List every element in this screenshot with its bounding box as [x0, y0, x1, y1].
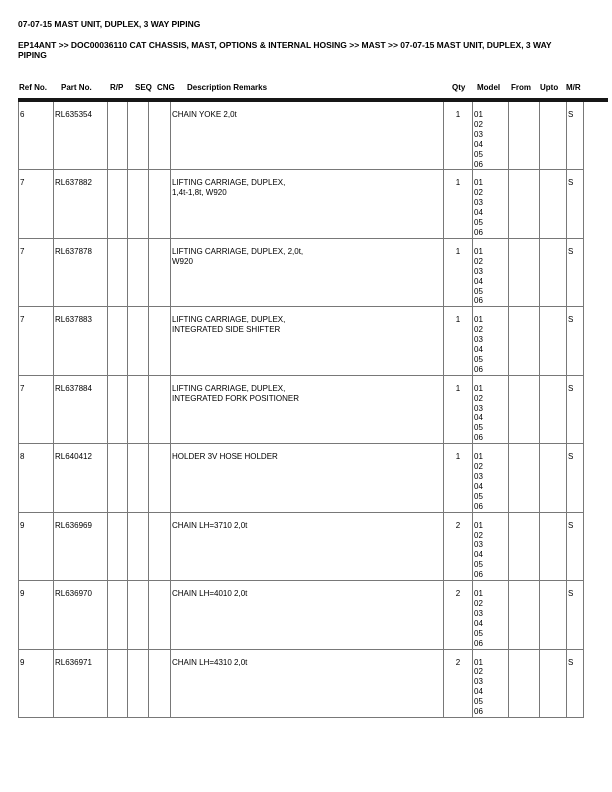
rp-cell	[108, 375, 128, 443]
seq-cell	[128, 375, 149, 443]
models-line: 01	[474, 315, 483, 325]
models-line: 06	[474, 570, 483, 580]
cng-cell	[149, 649, 171, 717]
models-line: 05	[474, 354, 483, 364]
desc-line: HOLDER 3V HOSE HOLDER	[172, 452, 278, 462]
column-header-cng: CNG	[157, 83, 175, 92]
models-line: 06	[474, 707, 483, 717]
models-line: 02	[474, 256, 483, 266]
mr-cell: S	[567, 307, 584, 375]
part-no-cell: RL637878	[54, 238, 108, 306]
models-line: 01	[474, 520, 483, 530]
desc-line: LIFTING CARRIAGE, DUPLEX, 2,0t,	[172, 246, 304, 256]
models-line: 03	[474, 335, 483, 345]
from-cell	[509, 444, 540, 512]
from-cell	[509, 238, 540, 306]
cng-cell	[149, 102, 171, 170]
models-line: 03	[474, 403, 483, 413]
model-cell	[473, 512, 509, 580]
model-cell	[473, 375, 509, 443]
ref-no-cell: 9	[19, 649, 54, 717]
models-line: 04	[474, 139, 483, 149]
models-line: 04	[474, 208, 483, 218]
ref-no-cell: 6	[19, 102, 54, 170]
description-cell	[171, 649, 444, 717]
cng-cell	[149, 581, 171, 649]
desc-line: CHAIN YOKE 2,0t	[172, 110, 237, 119]
cng-cell	[149, 238, 171, 306]
qty-cell: 1	[444, 170, 473, 238]
rp-cell	[108, 307, 128, 375]
from-cell	[509, 512, 540, 580]
models-line: 06	[474, 501, 483, 511]
upto-cell	[540, 512, 567, 580]
upto-cell	[540, 444, 567, 512]
ref-no-cell: 9	[19, 512, 54, 580]
desc-line: CHAIN LH=3710 2,0t	[172, 520, 248, 530]
models-line: 04	[474, 618, 483, 628]
cng-cell	[149, 512, 171, 580]
models-line: 05	[474, 560, 483, 570]
models-line: 03	[474, 129, 483, 139]
models-line: 04	[474, 481, 483, 491]
parts-table	[18, 102, 584, 718]
mr-cell: S	[567, 102, 584, 170]
from-cell	[509, 307, 540, 375]
qty-cell: 1	[444, 307, 473, 375]
model-cell	[473, 238, 509, 306]
model-cell	[473, 170, 509, 238]
mr-cell: S	[567, 170, 584, 238]
rp-cell	[108, 102, 128, 170]
column-header-description: Description Remarks	[187, 83, 268, 92]
models-line: 05	[474, 628, 483, 638]
description-cell	[171, 512, 444, 580]
ref-no-cell: 7	[19, 238, 54, 306]
models-line: 05	[474, 149, 483, 159]
cng-cell	[149, 307, 171, 375]
models-line: 02	[474, 598, 483, 608]
from-cell	[509, 102, 540, 170]
model-cell	[473, 581, 509, 649]
ref-no-cell: 7	[19, 307, 54, 375]
desc-line: LIFTING CARRIAGE, DUPLEX,	[172, 383, 286, 393]
column-header-ref-no: Ref No.	[19, 83, 47, 92]
desc-line: 1,4t-1,8t, W920	[172, 188, 227, 198]
models-line: 04	[474, 413, 483, 423]
models-line: 02	[474, 530, 483, 540]
header-rule-divider	[18, 98, 608, 102]
column-header-qty: Qty	[452, 83, 466, 92]
qty-cell: 2	[444, 581, 473, 649]
seq-cell	[128, 307, 149, 375]
rp-cell	[108, 581, 128, 649]
table-row	[19, 375, 584, 443]
upto-cell	[540, 102, 567, 170]
page-title: 07-07-15 MAST UNIT, DUPLEX, 3 WAY PIPING	[18, 19, 201, 29]
model-cell	[473, 307, 509, 375]
qty-cell: 1	[444, 444, 473, 512]
models-line: 03	[474, 540, 483, 550]
cng-cell	[149, 170, 171, 238]
qty-cell: 2	[444, 512, 473, 580]
part-no-cell: RL635354	[54, 102, 108, 170]
seq-cell	[128, 581, 149, 649]
cng-cell	[149, 444, 171, 512]
models-line: 03	[474, 677, 483, 687]
desc-line: W920	[172, 256, 193, 266]
upto-cell	[540, 307, 567, 375]
part-no-cell: RL637883	[54, 307, 108, 375]
models-line: 02	[474, 393, 483, 403]
models-line: 05	[474, 423, 483, 433]
upto-cell	[540, 238, 567, 306]
models-line: 02	[474, 325, 483, 335]
models-line: 06	[474, 433, 483, 443]
column-header-from: From	[511, 83, 531, 92]
table-row	[19, 102, 584, 170]
mr-cell: S	[567, 581, 584, 649]
table-row	[19, 581, 584, 649]
models-line: 04	[474, 550, 483, 560]
models-line: 01	[474, 246, 483, 256]
breadcrumb	[18, 41, 552, 60]
desc-line: CHAIN LH=4310 2,0t	[172, 657, 248, 667]
from-cell	[509, 581, 540, 649]
models-line: 06	[474, 159, 483, 169]
part-no-cell: RL640412	[54, 444, 108, 512]
models-line: 02	[474, 462, 483, 472]
description-cell	[171, 307, 444, 375]
ref-no-cell: 7	[19, 170, 54, 238]
model-cell	[473, 102, 509, 170]
description-cell	[171, 170, 444, 238]
qty-cell: 1	[444, 375, 473, 443]
breadcrumb-line-1: EP14ANT >> DOC00036110 CAT CHASSIS, MAST, OPTIONS & INTERNAL HOSING >> MAST >> 07-07-15 MAST UNIT, DUPLEX, 3 WAY	[18, 40, 552, 50]
cng-cell	[149, 375, 171, 443]
column-header-upto: Upto	[540, 83, 559, 92]
seq-cell	[128, 649, 149, 717]
desc-line: LIFTING CARRIAGE, DUPLEX,	[172, 178, 286, 188]
models-line: 05	[474, 697, 483, 707]
rp-cell	[108, 512, 128, 580]
table-row	[19, 444, 584, 512]
models-line: 06	[474, 296, 483, 306]
column-header-mr: M/R	[566, 83, 581, 92]
models-line: 02	[474, 188, 483, 198]
models-line: 01	[474, 383, 483, 393]
table-row	[19, 649, 584, 717]
models-line: 05	[474, 218, 483, 228]
models-line: 01	[474, 452, 483, 462]
desc-line: INTEGRATED SIDE SHIFTER	[172, 325, 281, 335]
part-no-cell: RL636969	[54, 512, 108, 580]
model-cell	[473, 649, 509, 717]
models-line: 02	[474, 119, 483, 129]
seq-cell	[128, 170, 149, 238]
upto-cell	[540, 170, 567, 238]
models-line: 03	[474, 608, 483, 618]
description-cell	[171, 375, 444, 443]
models-line: 01	[474, 657, 483, 667]
breadcrumb-line-2: PIPING	[18, 49, 47, 60]
part-no-cell: RL637884	[54, 375, 108, 443]
rp-cell	[108, 444, 128, 512]
seq-cell	[128, 238, 149, 306]
models-line: 05	[474, 286, 483, 296]
qty-cell: 1	[444, 238, 473, 306]
qty-cell: 1	[444, 102, 473, 170]
part-no-cell: RL636971	[54, 649, 108, 717]
from-cell	[509, 649, 540, 717]
description-cell	[171, 238, 444, 306]
rp-cell	[108, 238, 128, 306]
mr-cell: S	[567, 512, 584, 580]
models-line: 06	[474, 227, 483, 237]
mr-cell: S	[567, 238, 584, 306]
qty-cell: 2	[444, 649, 473, 717]
from-cell	[509, 170, 540, 238]
description-cell	[171, 102, 444, 170]
ref-no-cell: 8	[19, 444, 54, 512]
from-cell	[509, 375, 540, 443]
column-header-model: Model	[477, 83, 501, 92]
upto-cell	[540, 649, 567, 717]
models-line: 06	[474, 364, 483, 374]
table-row	[19, 238, 584, 306]
models-line: 02	[474, 667, 483, 677]
part-no-cell: RL637882	[54, 170, 108, 238]
mr-cell: S	[567, 444, 584, 512]
models-line: 01	[474, 589, 483, 599]
desc-line: INTEGRATED FORK POSITIONER	[172, 393, 299, 403]
desc-line: LIFTING CARRIAGE, DUPLEX,	[172, 315, 286, 325]
part-no-cell: RL636970	[54, 581, 108, 649]
upto-cell	[540, 581, 567, 649]
description-cell	[171, 581, 444, 649]
models-line: 04	[474, 687, 483, 697]
column-header-part-no: Part No.	[61, 83, 92, 92]
models-line: 03	[474, 198, 483, 208]
ref-no-cell: 7	[19, 375, 54, 443]
table-row	[19, 307, 584, 375]
models-line: 06	[474, 638, 483, 648]
column-header-seq: SEQ	[135, 83, 152, 92]
seq-cell	[128, 444, 149, 512]
upto-cell	[540, 375, 567, 443]
models-line: 03	[474, 472, 483, 481]
rp-cell	[108, 649, 128, 717]
models-line: 04	[474, 345, 483, 355]
seq-cell	[128, 512, 149, 580]
mr-cell: S	[567, 375, 584, 443]
description-cell	[171, 444, 444, 512]
table-row	[19, 512, 584, 580]
models-line: 01	[474, 178, 483, 188]
desc-line: CHAIN LH=4010 2,0t	[172, 589, 248, 599]
models-line: 03	[474, 266, 483, 276]
models-line: 01	[474, 110, 483, 119]
table-column-headers	[18, 83, 583, 93]
models-line: 04	[474, 276, 483, 286]
mr-cell: S	[567, 649, 584, 717]
rp-cell	[108, 170, 128, 238]
model-cell	[473, 444, 509, 512]
ref-no-cell: 9	[19, 581, 54, 649]
seq-cell	[128, 102, 149, 170]
table-row	[19, 170, 584, 238]
column-header-rp: R/P	[110, 83, 124, 92]
parts-table-body	[19, 102, 584, 717]
models-line: 05	[474, 491, 483, 501]
